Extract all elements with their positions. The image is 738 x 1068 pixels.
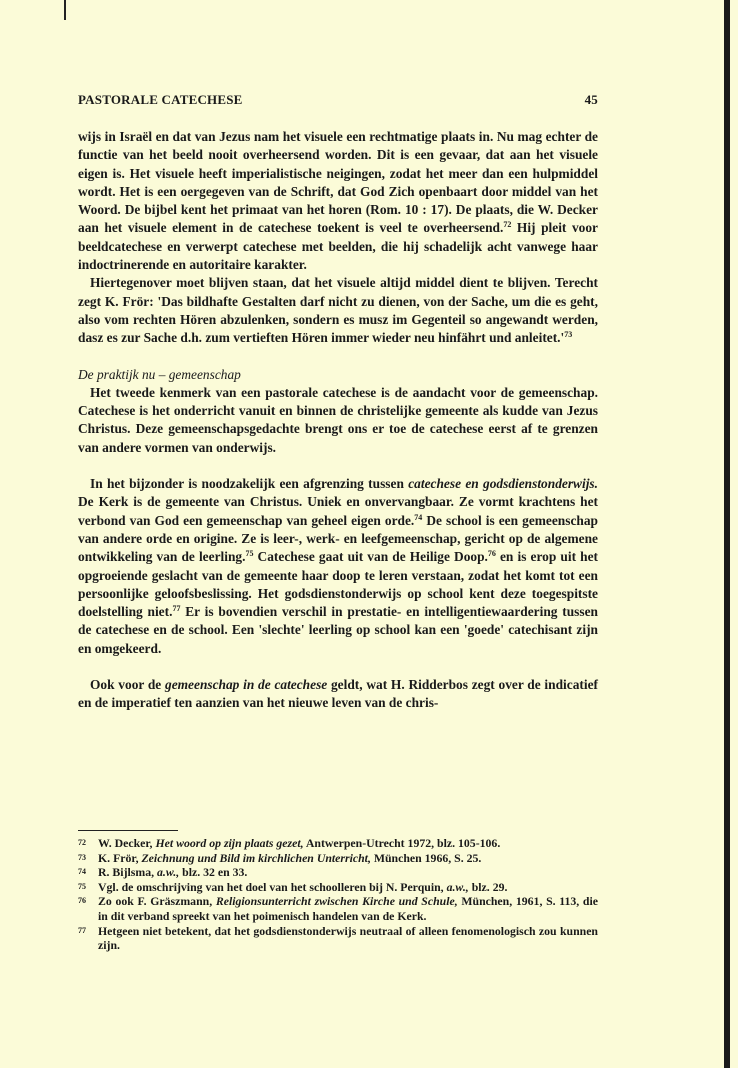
footnote-74: 74 R. Bijlsma, a.w., blz. 32 en 33. xyxy=(78,865,248,880)
footnote-ref-77[interactable]: 77 xyxy=(172,604,181,614)
footnote-75: 75 Vgl. de omschrijving van het doel van het schoolleren bij N. Perquin, a.w., blz. 29. xyxy=(78,879,508,894)
paragraph-5: Ook voor de gemeenschap in de catechese geldt, wat H. Ridderbos zegt over de indicatief en de imperatief ten aanzien van het nieuwe leven van de chris- xyxy=(78,677,598,711)
body-text xyxy=(78,128,598,713)
footnote-73: 73 K. Frör, Zeichnung und Bild im kirchlichen Unterricht, München 1966, S. 25. xyxy=(78,850,482,865)
footnote-ref-72[interactable]: 72 xyxy=(503,220,512,230)
paragraph-1: wijs in Israël en dat van Jezus nam het visuele een rechtmatige plaats in. Nu mag echter de functie van het beeld nooit overheersend worden. Dit is een gevaar, dat aan het visuele eigen is. Het visuele heeft imperialistische neigingen, zodat het meer dan een hulpmiddel wordt. Het is een oergegeven van de Schrift, dat God Zich openbaart door middel van het Woord. De bijbel kent het primaat van het horen (Rom. 10 : 17). De plaats, die W. Decker aan het visuele element in de catechese toekent is veel te overheersend.$^{72}$ Hij pleit voor beeldcatechese en verwerpt catechese met beelden, die hij schadelijk acht vanwege haar indoctrinerende en autoritaire karakter. xyxy=(78,129,598,273)
running-header xyxy=(78,92,598,108)
footnote-ref-73[interactable]: 73 xyxy=(564,330,573,340)
scan-edge-mark xyxy=(64,0,66,20)
scan-binding-edge xyxy=(724,0,730,1068)
paragraph-4: In het bijzonder is noodzakelijk een afgrenzing tussen catechese en godsdienstonderwijs. De Kerk is de gemeente van Christus. Uniek en onvervangbaar. Ze vormt krachtens het verbond van God een gemeenschap van geheel eigen orde.$^{74}$ De school is een gemeenschap van andere orde en origine. Ze is leer-, werk- en leefgemeenschap, gericht op de algemene ontwikkeling van de leerling.$^{75}$ Catechese gaat uit van de Heilige Doop.$^{76}$ en is erop uit het opgroeiende geslacht van de gemeente haar doop te leren verstaan, zodat het komt tot een persoonlijke geloofsbeslissing. Het godsdienstonderwijs op school kent deze toegespitste doelstelling niet.$^{77}$ Er is bovendien verschil in prestatie- en intelligentiewaardering tussen de catechese en de school. Een 'slechte' leerling op school kan een 'goede' catechisant zijn en omgekeerd. xyxy=(78,476,598,656)
footnote-ref-74[interactable]: 74 xyxy=(414,512,423,522)
paragraph-2: Hiertegenover moet blijven staan, dat het visuele altijd middel dient te blijven. Terecht zegt K. Frör: 'Das bildhafte Gestalten darf nicht zu dienen, von der Sache, um die es geht, also vom rechten Hören abzulenken, sondern es musz im Gegenteil so angewandt werden, dasz es zur Sache d.h. zum vertieften Hören immer wieder neu hinfährt und $anleitet.'^{73}$ xyxy=(78,275,598,346)
footnote-ref-76[interactable]: 76 xyxy=(487,549,496,559)
footnote-77: 77 Hetgeen niet betekent, dat het godsdienstonderwijs neutraal of alleen fenomenologisch zou kunnen zijn. xyxy=(78,923,598,953)
running-title: PASTORALE CATECHESE xyxy=(78,92,243,107)
page-number: 45 xyxy=(584,92,598,107)
footnote-separator xyxy=(78,830,178,831)
footnote-72: 72 W. Decker, Het woord op zijn plaats gezet, Antwerpen-Utrecht 1972, blz. 105-106. xyxy=(78,836,501,850)
footnote-ref-75[interactable]: 75 xyxy=(245,549,254,559)
footnote-76: 76 Zo ook F. Gräszmann, Religionsunterricht zwischen Kirche und Schule, München, 1961, S. 113, die in dit verband spreekt van het poimenisch handelen van de Kerk. xyxy=(78,894,598,923)
section-heading: De praktijk nu – gemeenschap xyxy=(78,366,241,382)
paragraph-3: Het tweede kenmerk van een pastorale catechese is de aandacht voor de gemeenschap. Catechese is het onderricht vanuit en binnen de christelijke gemeente als kudde van Jezus Christus. Deze gemeenschapsgedachte brengt ons er toe de catechese eerst af te grenzen van andere vormen van onderwijs. xyxy=(78,384,598,455)
footnotes xyxy=(78,836,598,953)
